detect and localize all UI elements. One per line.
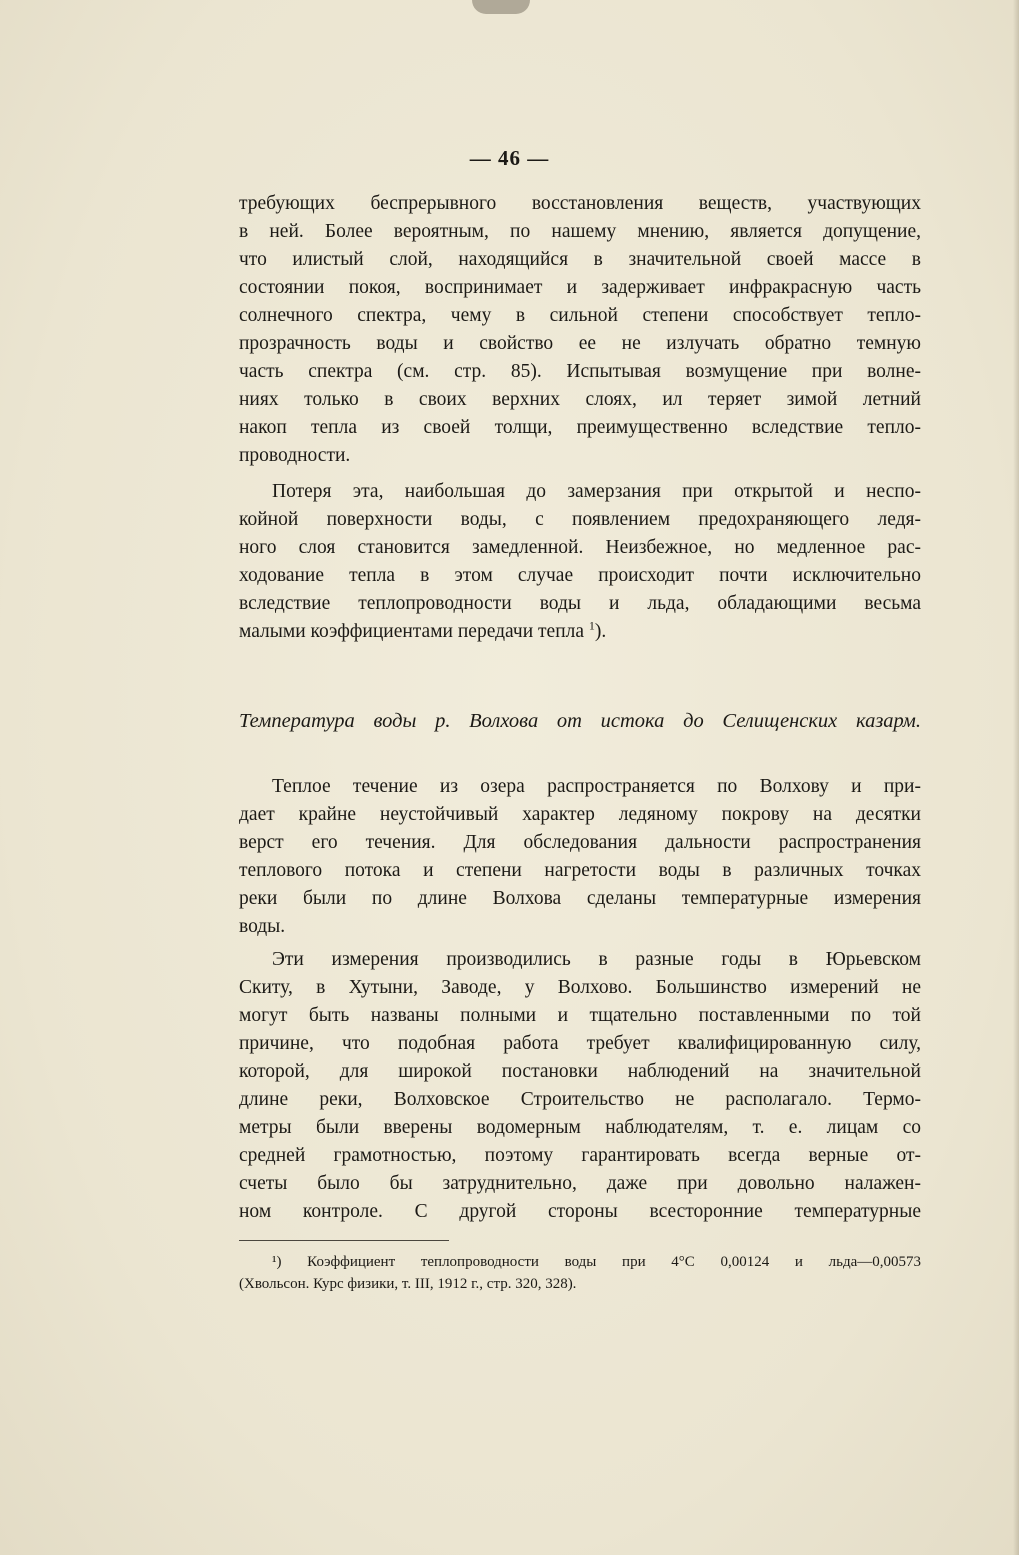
- text-line: метры были вверены водомерным наблюдателям, т. е. лицам со: [239, 1117, 921, 1138]
- scan-blot: [472, 0, 530, 14]
- text-line: ном контроле. С другой стороны всесторонние температурные: [239, 1201, 921, 1222]
- text-line: Эти измерения производились в разные годы в Юрьевском: [272, 949, 921, 970]
- text-line: теплового потока и степени нагретости воды в различных точках: [239, 860, 921, 881]
- text-line: Потеря эта, наибольшая до замерзания при открытой и неспо-: [272, 481, 921, 502]
- page-edge-shadow: [1013, 0, 1019, 1555]
- text-line: причине, что подобная работа требует квалифицированную силу,: [239, 1033, 921, 1054]
- text-line: проводности.: [239, 445, 351, 466]
- text-line: койной поверхности воды, с появлением предохраняющего ледя-: [239, 509, 921, 530]
- footnote-divider: [239, 1240, 449, 1241]
- text-line: накоп тепла из своей толщи, преимущественно вследствие тепло-: [239, 417, 921, 438]
- text-line: часть спектра (см. стр. 85). Испытывая возмущение при волне-: [239, 361, 921, 382]
- footnote-reference: 1: [588, 618, 595, 633]
- section-heading: Температура воды р. Волхова от истока до Селищенских казарм.: [239, 710, 921, 732]
- text-line: ходование тепла в этом случае происходит почти исключительно: [239, 565, 921, 586]
- text-line: что илистый слой, находящийся в значительной своей массе в: [239, 249, 921, 270]
- text-line: счеты было бы затруднительно, даже при довольно налажен-: [239, 1173, 921, 1194]
- text-span: ).: [594, 621, 607, 642]
- page-number: — 46 —: [469, 146, 550, 170]
- text-line: солнечного спектра, чему в сильной степени способствует тепло-: [239, 305, 921, 326]
- text-line: состоянии покоя, воспринимает и задерживает инфракрасную часть: [239, 277, 921, 298]
- text-line: прозрачность воды и свойство ее не излучать обратно темную: [239, 333, 921, 354]
- text-line: требующих беспрерывного восстановления веществ, участвующих: [239, 193, 921, 214]
- text-line: ного слоя становится замедленной. Неизбежное, но медленное рас-: [239, 537, 921, 558]
- text-span: малыми коэффициентами передачи тепла: [239, 621, 585, 642]
- text-line: ниях только в своих верхних слоях, ил теряет зимой летний: [239, 389, 921, 410]
- text-line: Скиту, в Хутыни, Заводе, у Волхово. Большинство измерений не: [239, 977, 921, 998]
- text-line: реки были по длине Волхова сделаны температурные измерения: [239, 888, 921, 909]
- text-line: средней грамотностью, поэтому гарантировать всегда верные от-: [239, 1145, 921, 1166]
- text-line: вследствие теплопроводности воды и льда, обладающими весьма: [239, 593, 921, 614]
- text-line: Теплое течение из озера распространяется по Волхову и при-: [272, 776, 921, 797]
- text-line: верст его течения. Для обследования дальности распространения: [239, 832, 921, 853]
- text-line: могут быть названы полными и тщательно поставленными по той: [239, 1005, 921, 1026]
- text-line: воды.: [239, 916, 286, 937]
- footnote-line: (Хвольсон. Курс физики, т. III, 1912 г., стр. 320, 328).: [239, 1276, 577, 1292]
- text-line: дает крайне неустойчивый характер ледяному покрову на десятки: [239, 804, 921, 825]
- text-line: в ней. Более вероятным, по нашему мнению, является допущение,: [239, 221, 921, 242]
- text-line: [239, 618, 921, 645]
- text-line: которой, для широкой постановки наблюдений на значительной: [239, 1061, 921, 1082]
- text-line: длине реки, Волховское Строительство не располагало. Термо-: [239, 1089, 921, 1110]
- footnote-line: ¹) Коэффициент теплопроводности воды при 4°С 0,00124 и льда—0,00573: [272, 1254, 921, 1270]
